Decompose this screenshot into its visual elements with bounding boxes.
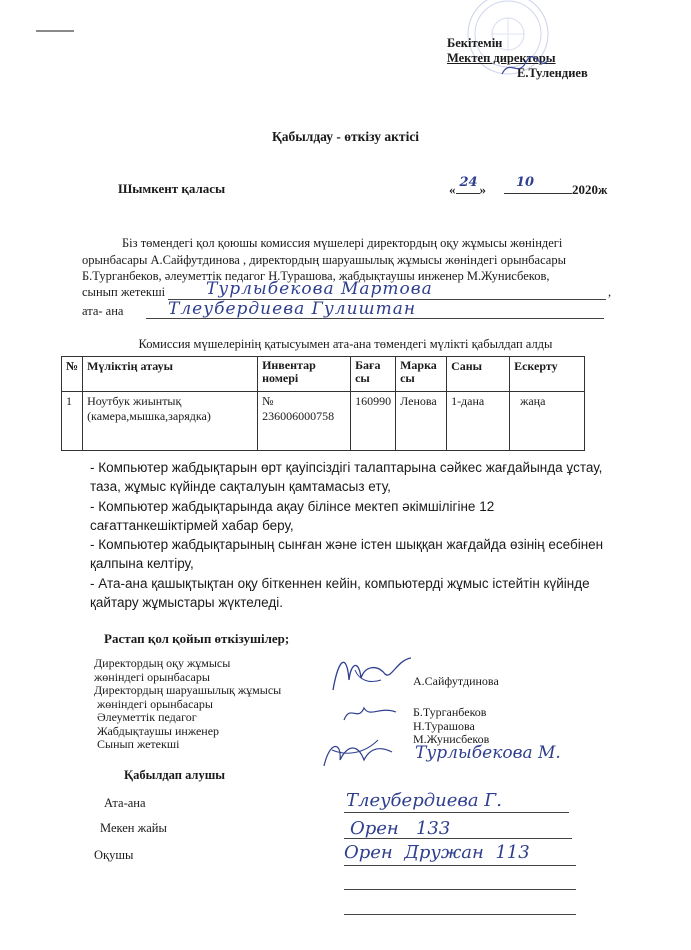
header-num: № [62,357,83,392]
receiver-parent-label: Ата-ана [104,796,146,810]
signer-name-3: Н.Турашова [413,718,475,733]
confirm-title: Растап қол қойып өткізушілер; [104,631,290,646]
row-num: 1 [62,392,83,451]
signer-role-7: Сынып жетекші [94,737,180,751]
duty-line7: - Ата-ана қашықтықтан оқу біткеннен кейін, компьютерді жұмыс істейтін күйінде [90,575,590,591]
receiver-student-line [344,865,576,866]
duty-line8: қайтару жұмыстары жүктеледі. [90,595,284,611]
duty-line3: - Компьютер жабдықтарында ақау білінсе мектеп әкімшілігіне 12 [90,498,495,514]
class-teacher-label: сынып жетекші [82,285,166,299]
date-year: 2020ж [572,182,608,197]
header-inventory-line2: номері [262,371,299,385]
signer-role-1: Директордың оқу жұмысы [94,656,231,670]
signature-saifutdinova [325,650,415,696]
row-inventory: № 236006000758 [258,392,351,451]
receiver-student-label: Оқушы [94,848,134,862]
header-name: Мүліктің атауы [83,357,258,392]
paragraph-line2: орынбасары А.Сайфутдинова , директордың шаруашылық жұмысы жөніндегі орынбасары [82,252,566,267]
signer-role-4: жөніндегі орынбасары [94,696,213,711]
header-brand-line1: Марка [400,358,437,372]
document-title: Қабылдау - өткізу актісі [271,129,420,144]
class-teacher-comma: , [608,285,612,299]
signer-role-6: Жабдықтаушы инженер [94,723,220,738]
table-intro: Комиссия мүшелерінің қатысуымен ата-ана төмендегі мүлікті қабылдап алды [138,337,553,351]
duty-line6: қалпына келтіру, [90,556,194,572]
document-date [449,175,608,198]
duty-line5: - Компьютер жабдықтарының сынған және істен шыққан жағдайда өзінің есебінен [90,537,604,553]
duty-line2: таза, жұмыс күйінде сақталуын қамтамасыз ету, [90,479,391,495]
row-name-line2: (камера,мышка,зарядка) [87,409,211,423]
signers-roles [94,657,281,752]
date-close-quote: » [479,182,486,197]
table-header-row [62,357,585,392]
paragraph-line3: Б.Турганбеков, әлеуметтік педагог Н.Турашова, жабдықтаушы инженер М.Жунисбеков, [82,269,550,283]
receiver-address-label: Мекен жайы [100,821,167,835]
date-day-field [456,175,480,194]
header-price-line2: сы [355,371,370,385]
header-price [351,357,396,392]
scan-artifact-mark [36,30,74,32]
header-price-line1: Баға [355,358,381,372]
parent-label: ата- ана [82,304,124,318]
signer-names-group [413,706,489,747]
header-brand [396,357,447,392]
header-qty: Саны [447,357,510,392]
table-row [62,392,585,451]
date-gap-line [546,181,572,194]
receiver-parent-line [344,812,569,813]
signature-turashova-zhunisbekov [318,730,398,774]
duties-list [90,458,650,612]
date-day: 24 [459,175,478,190]
class-teacher-handwriting: Турлыбекова Мартова [206,279,433,299]
signer-role-5: Әлеуметтік педагог [94,710,197,724]
date-month-field [504,175,546,194]
signature-turganbekov [340,700,400,726]
extra-blank-line-2 [344,914,576,915]
header-inventory-line1: Инвентар [262,358,316,372]
row-price: 160990 [351,392,396,451]
row-note: жаңа [510,392,585,451]
parent-handwriting: Тлеубердиева Гулиштан [168,299,417,319]
duty-line1: - Компьютер жабдықтарын өрт қауіпсіздігі талаптарына сәйкес жағдайында ұстау, [90,460,603,475]
signer-name-4: М.Жунисбеков [413,732,490,746]
signer-role-3: Директордың шаруашылық жұмысы [94,683,282,697]
signer-name-1: А.Сайфутдинова [413,674,499,688]
paragraph-line1: Біз төмендегі қол қоюшы комиссия мүшелері директордың оқу жұмысы жөніндегі [122,236,563,250]
signer-role-2: жөніндегі орынбасары [94,669,210,684]
inventory-table [61,356,585,451]
director-signature [500,54,550,80]
receiver-student-handwriting: Орен Дружан 113 [344,842,530,863]
row-qty: 1-дана [447,392,510,451]
row-brand: Ленова [396,392,447,451]
approval-line2: Мектеп директоры [447,51,556,65]
commission-paragraph [82,235,642,285]
signer-name-2: Б.Турганбеков [413,705,487,719]
receiver-title: Қабылдап алушы [124,768,226,782]
receiver-address-handwriting: Орен 133 [350,818,451,839]
approval-line3: Е.Тулендиев [517,66,588,80]
date-open-quote: « [449,182,456,197]
receiver-parent-handwriting: Тлеубердиева Г. [346,790,502,811]
header-inventory [258,357,351,392]
row-name [83,392,258,451]
header-brand-line2: сы [400,371,415,385]
row-name-line1: Ноутбук жиынтық [87,394,182,408]
date-month: 10 [516,175,535,190]
city: Шымкент қаласы [118,181,226,196]
duty-line4: сағаттанкешіктірмей хабар беру, [90,517,294,533]
approval-line1: Бекітемін [447,36,503,50]
header-note: Ескерту [510,357,585,392]
extra-blank-line-1 [344,889,576,890]
teacher-handwriting: Турлыбекова М. [415,743,561,763]
